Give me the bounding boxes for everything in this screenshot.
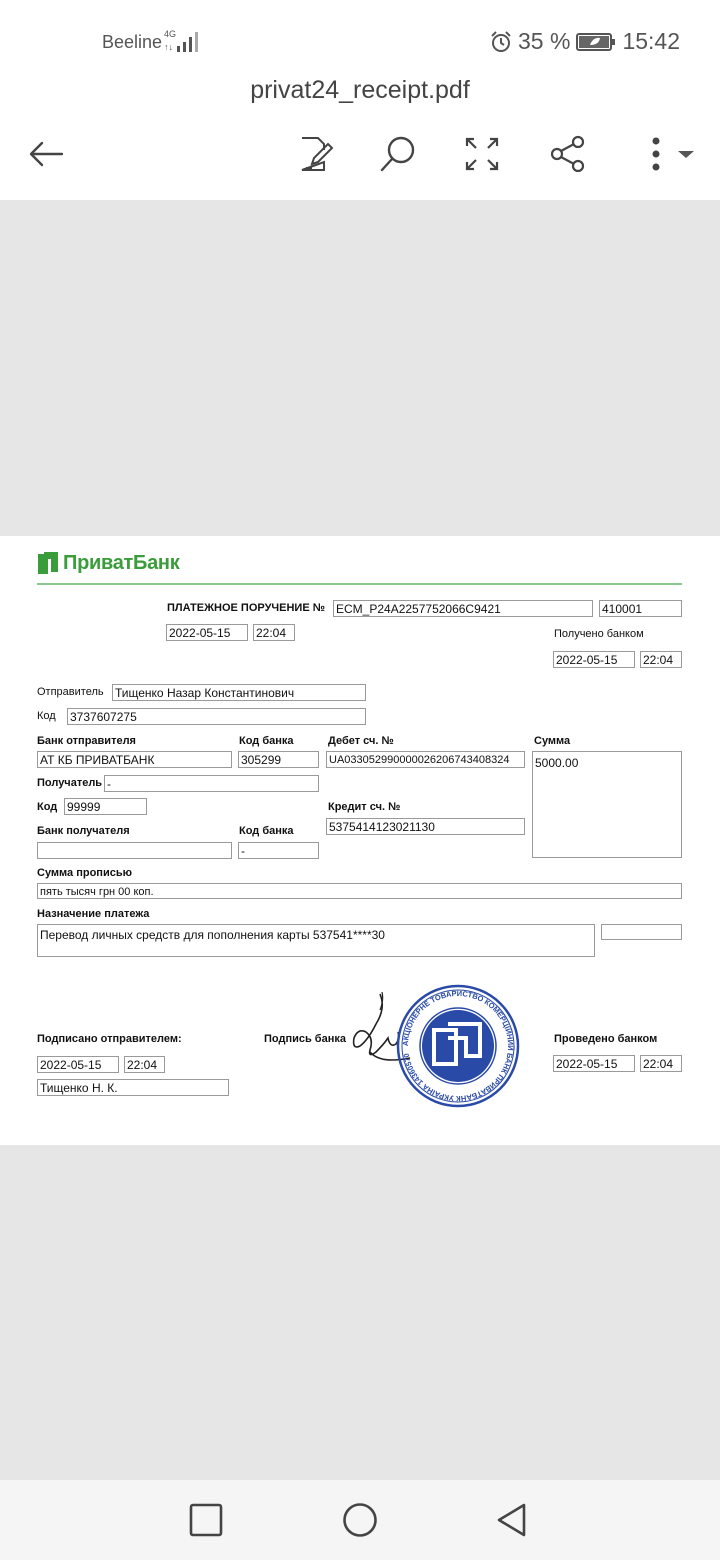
sender-bank-code-label: Код банка — [239, 735, 294, 747]
share-button[interactable] — [546, 132, 590, 176]
received-date-field: 2022-05-15 — [553, 651, 635, 668]
credit-label: Кредит сч. № — [328, 801, 401, 813]
received-time-field: 22:04 — [640, 651, 682, 668]
order-label: ПЛАТЕЖНОЕ ПОРУЧЕНИЕ № — [167, 602, 325, 614]
status-bar — [0, 0, 720, 76]
purpose-field: Перевод личных средств для пополнения карты 537541****30 — [37, 924, 595, 957]
signed-time-field: 22:04 — [124, 1056, 165, 1073]
purpose-extra-field — [601, 924, 682, 940]
status-right — [490, 28, 680, 55]
recipient-label: Получатель — [37, 777, 103, 789]
signal-icon — [164, 28, 204, 54]
order-time-field: 22:04 — [253, 624, 295, 641]
search-icon — [378, 134, 418, 174]
pdf-page — [0, 536, 720, 1145]
logo-text: ПриватБанк — [63, 551, 180, 574]
more-menu-button[interactable] — [634, 132, 698, 176]
sender-bank-code-field: 305299 — [238, 751, 319, 768]
sender-name-field: Тищенко Назар Константинович — [112, 684, 366, 701]
fullscreen-icon — [462, 134, 502, 174]
pdf-viewer[interactable] — [0, 200, 720, 1480]
network-type: 4G — [164, 29, 177, 39]
recipient-bank-code-field: - — [238, 842, 319, 859]
debit-label: Дебет сч. № — [328, 735, 394, 747]
recipient-bank-field — [37, 842, 232, 859]
bank-stamp-seal — [396, 984, 520, 1108]
battery-percent: 35 % — [518, 28, 571, 54]
home-button[interactable] — [342, 1502, 378, 1538]
credit-account-field: 5375414123021130 — [326, 818, 525, 835]
order-code-field: 410001 — [599, 600, 682, 617]
clock: 15:42 — [622, 28, 680, 54]
sender-label: Отправитель — [37, 686, 104, 698]
received-label: Получено банком — [554, 628, 644, 640]
processed-label: Проведено банком — [554, 1033, 658, 1045]
recipient-bank-label: Банк получателя — [37, 825, 130, 837]
stamp-text: АКЦІОНЕРНЕ ТОВАРИСТВО КОМЕРЦІЙНИЙ БАНК ПРИВАТБАНК УКРАЇНА 14360570 — [400, 988, 516, 1104]
purpose-label: Назначение платежа — [37, 908, 150, 920]
header-rule — [37, 583, 682, 585]
document-title: privat24_receipt.pdf — [250, 76, 470, 104]
fullscreen-button[interactable] — [460, 132, 504, 176]
sum-words-label: Сумма прописью — [37, 867, 132, 879]
back-arrow-icon — [26, 134, 66, 174]
recipient-code-field: 99999 — [64, 798, 147, 815]
share-icon — [548, 134, 588, 174]
processed-time-field: 22:04 — [640, 1055, 682, 1072]
back-nav-button[interactable] — [494, 1502, 530, 1538]
debit-account-field: UA033052990000026206743408324 — [326, 751, 525, 768]
recent-apps-button[interactable] — [188, 1502, 224, 1538]
edit-icon — [294, 134, 334, 174]
battery-icon — [576, 32, 616, 52]
sum-label: Сумма — [534, 735, 571, 747]
recipient-name-field: - — [104, 775, 319, 792]
privatbank-logo-icon — [37, 551, 59, 575]
signed-label: Подписано отправителем: — [37, 1033, 182, 1045]
bank-logo — [37, 551, 179, 575]
order-number-field: ECM_P24A2257752066C9421 — [333, 600, 593, 617]
signed-name-field: Тищенко Н. К. — [37, 1079, 229, 1096]
recipient-bank-code-label: Код банка — [239, 825, 294, 837]
sender-code-label: Код — [37, 710, 56, 722]
sum-words-field: пять тысяч грн 00 коп. — [37, 883, 682, 899]
order-date-field: 2022-05-15 — [166, 624, 248, 641]
recipient-code-label: Код — [37, 801, 58, 813]
signed-date-field: 2022-05-15 — [37, 1056, 119, 1073]
back-button[interactable] — [24, 132, 68, 176]
app-bar — [0, 70, 720, 200]
sender-code-field: 3737607275 — [67, 708, 366, 725]
bank-sign-label: Подпись банка — [264, 1033, 346, 1045]
sender-bank-label: Банк отправителя — [37, 735, 136, 747]
edit-button[interactable] — [292, 132, 336, 176]
alarm-icon — [490, 31, 512, 53]
processed-date-field: 2022-05-15 — [553, 1055, 635, 1072]
svg-text:↑↓: ↑↓ — [164, 42, 173, 52]
sum-field: 5000.00 — [532, 751, 682, 858]
sender-bank-field: АТ КБ ПРИВАТБАНК — [37, 751, 232, 768]
carrier-name: Beeline — [102, 32, 163, 52]
search-button[interactable] — [376, 132, 420, 176]
navigation-bar — [0, 1480, 720, 1560]
more-icon — [636, 134, 696, 174]
